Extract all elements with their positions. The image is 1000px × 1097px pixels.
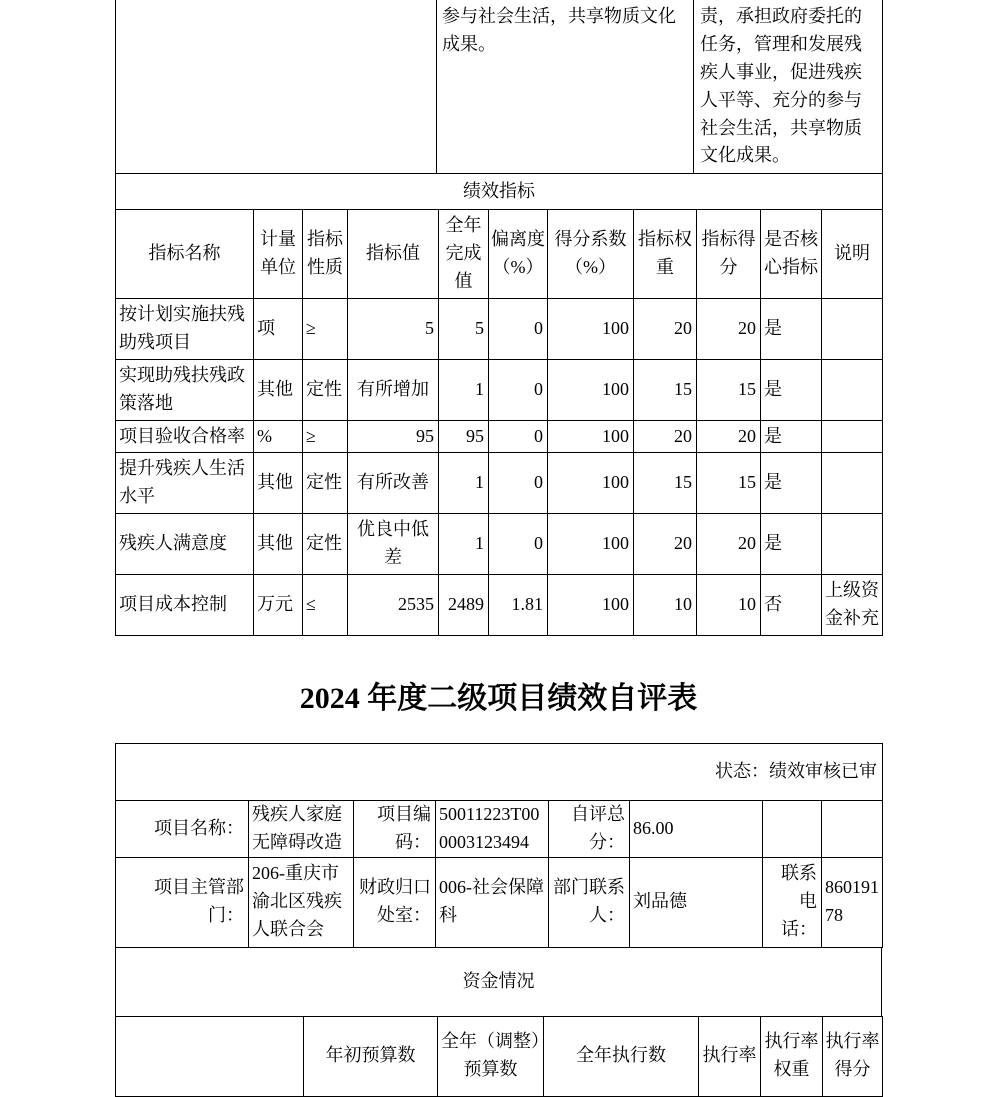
score-cell: 20 [697,299,761,360]
empty-cell [116,0,437,174]
note-cell [822,420,883,453]
col-header: 得分系数（%） [548,210,634,299]
section-header-row [116,947,882,1016]
core-flag-cell: 是 [761,420,822,453]
score-cell: 15 [697,453,761,514]
weight-cell: 15 [634,359,697,420]
unit-cell: 其他 [254,514,303,575]
note-cell [822,299,883,360]
completed-value-cell: 1 [439,359,489,420]
field-label: 联系电话： [763,857,822,947]
col-header: 全年执行数 [544,1016,699,1096]
header-row [116,1016,883,1096]
target-value-cell: 2535 [348,575,439,636]
core-flag-cell: 是 [761,453,822,514]
col-header: 计量单位 [254,210,303,299]
deviation-cell: 0 [489,359,548,420]
completed-value-cell: 1 [439,453,489,514]
note-cell: 上级资金补充 [822,575,883,636]
indicator-row [116,453,883,514]
nature-cell: 定性 [303,514,348,575]
project-name-value: 残疾人家庭无障碍改造 [249,800,354,857]
col-header: 指标名称 [116,210,254,299]
page-title: 2024 年度二级项目绩效自评表 [299,681,698,715]
indicator-row [116,514,883,575]
score-coef-cell: 100 [548,575,634,636]
score-coef-cell: 100 [548,299,634,360]
nature-cell: ≤ [303,575,348,636]
indicator-row [116,575,883,636]
indicator-name: 提升残疾人生活水平 [116,453,254,514]
self-score-value: 86.00 [630,800,763,857]
status-badge: 状态：绩效审核已审 [116,743,883,800]
section-header-row [116,174,883,210]
score-coef-cell: 100 [548,359,634,420]
note-cell [822,453,883,514]
score-coef-cell: 100 [548,514,634,575]
field-label: 自评总分： [549,800,630,857]
funding-section-table [115,947,882,1017]
indicator-table [115,173,883,635]
document-page [115,0,882,1097]
score-cell: 20 [697,514,761,575]
indicator-row [116,420,883,453]
field-label: 财政归口处室： [354,857,436,947]
indicator-row [116,299,883,360]
indicator-row [116,359,883,420]
col-header: 偏离度（%） [489,210,548,299]
completed-value-cell: 1 [439,514,489,575]
finance-office-value: 006-社会保障科 [436,857,549,947]
col-header: 指标权重 [634,210,697,299]
deviation-cell: 1.81 [489,575,548,636]
col-header: 指标得分 [697,210,761,299]
continuation-table [115,0,883,174]
section-title: 资金情况 [116,947,882,1016]
info-row [116,857,883,947]
unit-cell: 项 [254,299,303,360]
empty-cell [763,800,822,857]
field-label: 项目编码： [354,800,436,857]
unit-cell: 其他 [254,453,303,514]
col-header: 执行率得分 [823,1016,883,1096]
core-flag-cell: 是 [761,514,822,575]
score-cell: 20 [697,420,761,453]
col-header: 执行率 [699,1016,761,1096]
note-cell [822,359,883,420]
field-label: 部门联系人： [549,857,630,947]
section-title: 绩效指标 [116,174,883,210]
core-flag-cell: 是 [761,299,822,360]
status-row [116,743,883,800]
info-row [116,800,883,857]
weight-cell: 10 [634,575,697,636]
empty-cell [116,1016,304,1096]
col-header: 指标性质 [303,210,348,299]
unit-cell: % [254,420,303,453]
duty-text-cell: 责，承担政府委托的任务，管理和发展残疾人事业，促进残疾人平等、充分的参与社会生活，共享物质文化成果。 [694,0,883,174]
unit-cell: 万元 [254,575,303,636]
col-header: 全年完成值 [439,210,489,299]
contact-person-value: 刘品德 [630,857,763,947]
project-info-table [115,743,883,948]
score-cell: 15 [697,359,761,420]
project-code-value: 50011223T000003123494 [436,800,549,857]
target-value-cell: 有所增加 [348,359,439,420]
field-label: 项目名称： [116,800,249,857]
col-header: 是否核心指标 [761,210,822,299]
nature-cell: 定性 [303,453,348,514]
col-header: 说明 [822,210,883,299]
completed-value-cell: 2489 [439,575,489,636]
deviation-cell: 0 [489,420,548,453]
weight-cell: 20 [634,420,697,453]
completed-value-cell: 5 [439,299,489,360]
deviation-cell: 0 [489,453,548,514]
target-value-cell: 95 [348,420,439,453]
unit-cell: 其他 [254,359,303,420]
indicator-name: 项目验收合格率 [116,420,254,453]
weight-cell: 20 [634,514,697,575]
goal-text-cell: 参与社会生活，共享物质文化成果。 [437,0,694,174]
field-label: 项目主管部门： [116,857,249,947]
nature-cell: ≥ [303,420,348,453]
score-coef-cell: 100 [548,420,634,453]
deviation-cell: 0 [489,514,548,575]
core-flag-cell: 否 [761,575,822,636]
indicator-name: 实现助残扶残政策落地 [116,359,254,420]
col-header: 指标值 [348,210,439,299]
department-value: 206-重庆市渝北区残疾人联合会 [249,857,354,947]
indicator-name: 项目成本控制 [116,575,254,636]
target-value-cell: 有所改善 [348,453,439,514]
table-row [116,0,883,174]
indicator-name: 残疾人满意度 [116,514,254,575]
completed-value-cell: 95 [439,420,489,453]
contact-phone-value: 86019178 [822,857,883,947]
nature-cell: 定性 [303,359,348,420]
weight-cell: 15 [634,453,697,514]
col-header: 年初预算数 [304,1016,438,1096]
header-row [116,210,883,299]
target-value-cell: 5 [348,299,439,360]
score-coef-cell: 100 [548,453,634,514]
col-header: 全年（调整）预算数 [438,1016,544,1096]
indicator-name: 按计划实施扶残助残项目 [116,299,254,360]
target-value-cell: 优良中低差 [348,514,439,575]
funding-header-table [115,1016,883,1097]
score-cell: 10 [697,575,761,636]
note-cell [822,514,883,575]
nature-cell: ≥ [303,299,348,360]
empty-cell [822,800,883,857]
deviation-cell: 0 [489,299,548,360]
col-header: 执行率权重 [761,1016,823,1096]
weight-cell: 20 [634,299,697,360]
core-flag-cell: 是 [761,359,822,420]
